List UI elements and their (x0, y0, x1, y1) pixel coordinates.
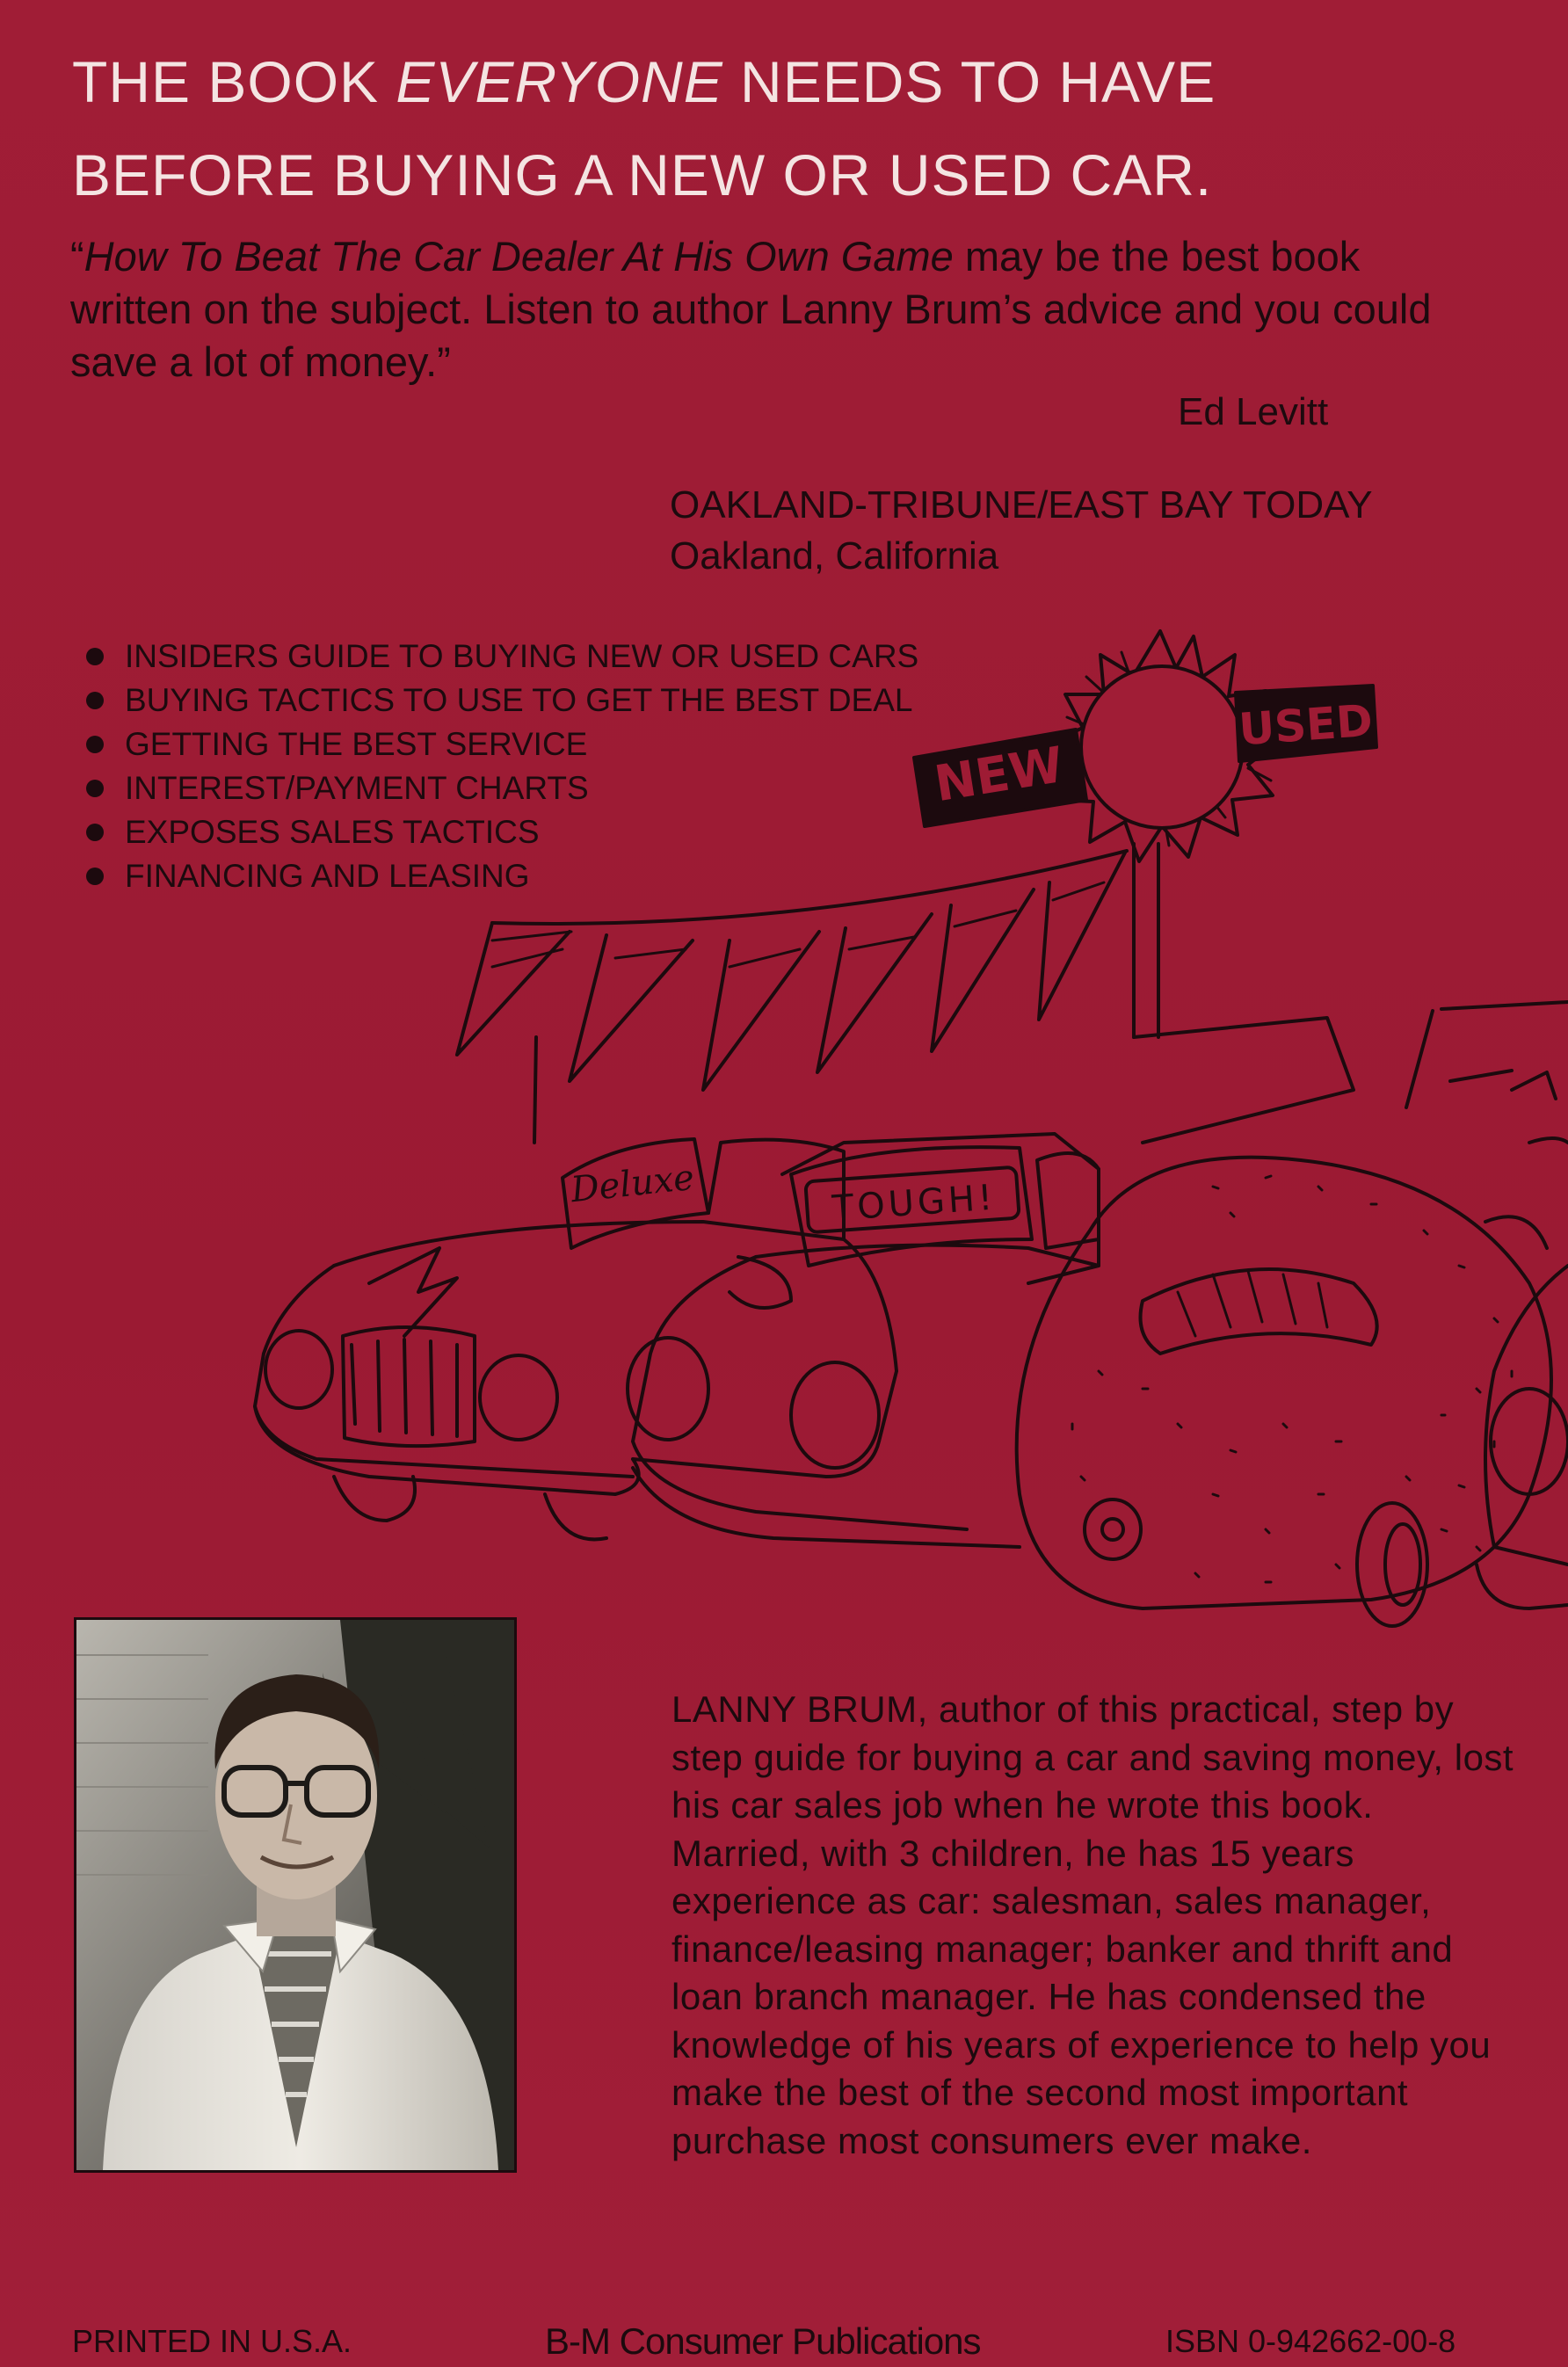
quote-source-location: Oakland, California (670, 534, 999, 577)
printed-in-label: PRINTED IN U.S.A. (72, 2323, 352, 2359)
quote-source (670, 480, 1461, 582)
pennant-banner (457, 851, 1127, 1090)
used-sign (1236, 686, 1376, 761)
feature-item: FINANCING AND LEASING (86, 854, 918, 898)
tough-car (628, 1134, 1099, 1547)
orange-car (1017, 1158, 1551, 1626)
deluxe-car-label: Deluxe (569, 1157, 696, 1211)
tough-car-label: TOUGH! (831, 1177, 998, 1230)
headline-line-2: BEFORE BUYING A NEW OR USED CAR. (72, 142, 1213, 207)
feature-item: GETTING THE BEST SERVICE (86, 722, 918, 766)
isbn-number: ISBN 0-942662-00-8 (1165, 2323, 1456, 2359)
headline-line-1: THE BOOK EVERYONE NEEDS TO HAVE (72, 49, 1216, 114)
author-portrait-image (76, 1620, 514, 2170)
headline (72, 35, 1390, 221)
feature-item: INTEREST/PAYMENT CHARTS (86, 766, 918, 810)
far-right-car (1477, 1072, 1568, 1608)
author-bio: LANNY BRUM, author of this practical, step by step guide for buying a car and saving money, lost his car sales job when he wrote this book. Married, with 3 children, he has 15 years experience as car: salesman, sales manager, finance/leasing manager; banker and thrift and loan branch manager. He has condensed the knowledge of his years of experience to help you make the best of the second most important purchase most consumers ever make. (671, 1688, 1514, 2161)
feature-item: BUYING TACTICS TO USE TO GET THE BEST DEAL (86, 679, 918, 722)
feature-item: INSIDERS GUIDE TO BUYING NEW OR USED CARS (86, 635, 918, 679)
used-sign-label: USED (1237, 694, 1375, 756)
car-lot-illustration (0, 615, 1568, 1635)
feature-item: EXPOSES SALES TACTICS (86, 810, 918, 854)
deluxe-car (255, 1139, 897, 1539)
quote-source-publication: OAKLAND-TRIBUNE/EAST BAY TODAY (670, 483, 1373, 526)
quoted-book-title: How To Beat The Car Dealer At His Own Game (83, 233, 954, 280)
new-sign (914, 730, 1086, 826)
quote-author: Ed Levitt (1178, 390, 1329, 433)
review-quote: “How To Beat The Car Dealer At His Own Game may be the best book written on the subject. Listen to author Lanny Brum’s advice and you could save a lot of money.” (70, 233, 1432, 385)
author-photo (74, 1617, 517, 2173)
publisher-name: B-M Consumer Publications (545, 2320, 981, 2362)
new-sign-label: NEW (931, 737, 1068, 814)
